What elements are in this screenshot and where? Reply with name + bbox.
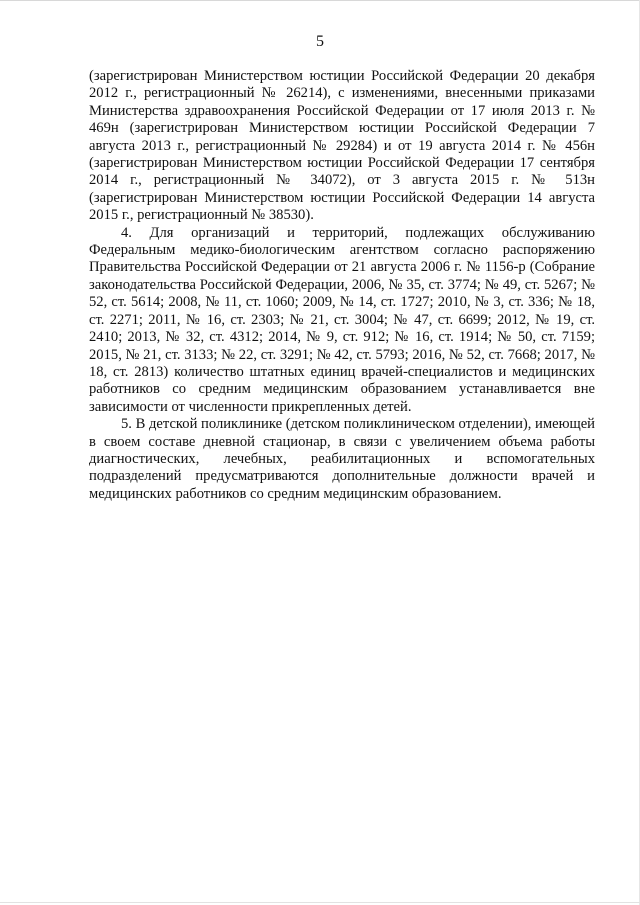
page-number: 5 bbox=[316, 33, 324, 50]
document-body bbox=[89, 68, 595, 503]
scan-edge-top bbox=[0, 0, 640, 1]
paragraph-item-5: 5. В детской поликлинике (детском поликлиническом отделении), имеющей в своем составе дневной стационар, в связи с увеличением объема работы диагностических, лечебных, реабилитационных и вспомогательных подразделений предусматриваются дополнительные должности врачей и медицинских работников со средним медицинским образованием. bbox=[89, 416, 595, 502]
paragraph-continuation: (зарегистрирован Министерством юстиции Российской Федерации 20 декабря 2012 г., регистрационный № 26214), с изменениями, внесенными приказами Министерства здравоохранения Российской Федерации от 17 июля 2013 г. № 469н (зарегистрирован Министерством юстиции Российской Федерации 7 августа 2013 г., регистрационный № 29284) и от 19 августа 2014 г. № 456н (зарегистрирован Министерством юстиции Российской Федерации 17 сентября 2014 г., регистрационный № 34072), от 3 августа 2015 г. № 513н (зарегистрирован Министерством юстиции Российской Федерации 14 августа 2015 г., регистрационный № 38530). bbox=[89, 68, 595, 224]
paragraph-item-4: 4. Для организаций и территорий, подлежащих обслуживанию Федеральным медико-биологическим агентством согласно распоряжению Правительства Российской Федерации от 21 августа 2006 г. № 1156-р (Собрание законодательства Российской Федерации, 2006, № 35, ст. 3774; № 49, ст. 5267; № 52, ст. 5614; 2008, № 11, ст. 1060; 2009, № 14, ст. 1727; 2010, № 3, ст. 336; № 18, ст. 2271; 2011, № 16, ст. 2303; № 21, ст. 3004; № 47, ст. 6699; 2012, № 19, ст. 2410; 2013, № 32, ст. 4312; 2014, № 9, ст. 912; № 16, ст. 1914; № 50, ст. 7159; 2015, № 21, ст. 3133; № 22, ст. 3291; № 42, ст. 5793; 2016, № 52, ст. 7668; 2017, № 18, ст. 2813) количество штатных единиц врачей-специалистов и медицинских работников со средним медицинским образованием устанавливается вне зависимости от численности прикрепленных детей. bbox=[89, 224, 595, 415]
scan-edge-bottom bbox=[0, 902, 640, 903]
